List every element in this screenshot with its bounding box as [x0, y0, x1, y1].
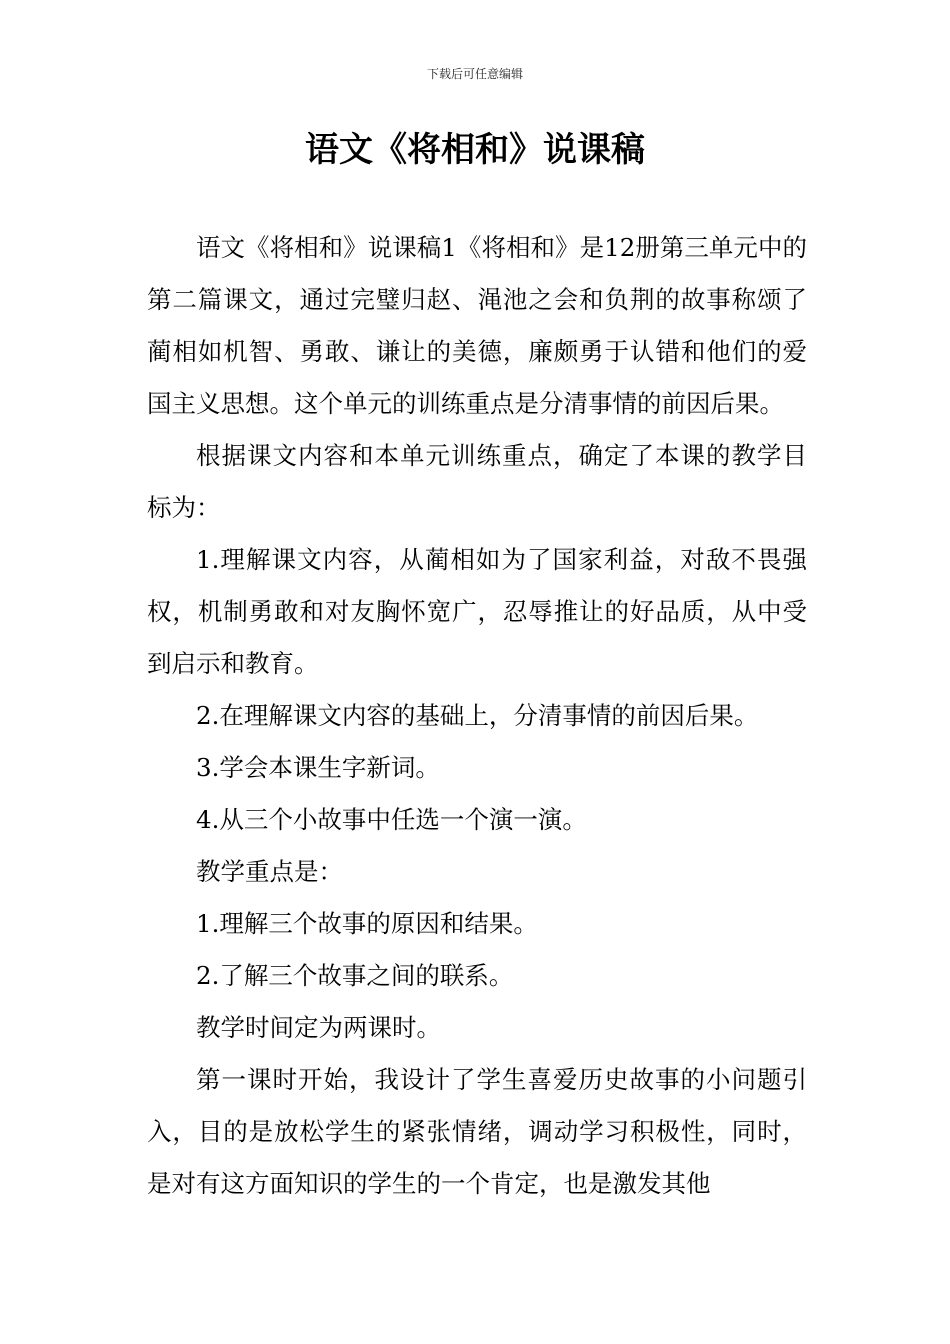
paragraph-focus-1: 1.理解三个故事的原因和结果。: [196, 909, 538, 938]
paragraph-goal-3: 3.学会本课生字新词。: [196, 753, 440, 782]
paragraph-goals-lead: 根据课文内容和本单元训练重点，确定了本课的教学目标为：: [147, 441, 807, 522]
paragraph-first-lesson: 第一课时开始，我设计了学生喜爱历史故事的小问题引入，目的是放松学生的紧张情绪，调动学习积极性，同时，是对有这方面知识的学生的一个肯定，也是激发其他: [147, 1065, 807, 1198]
paragraph-goal-2: 2.在理解课文内容的基础上，分清事情的前因后果。: [196, 701, 759, 730]
paragraph-focus-2: 2.了解三个故事之间的联系。: [196, 961, 514, 990]
paragraph-focus-lead: 教学重点是：: [196, 857, 343, 886]
document-body: [147, 222, 807, 1210]
paragraph-time: 教学时间定为两课时。: [196, 1013, 441, 1042]
document-title: 语文《将相和》说课稿: [305, 130, 645, 170]
paragraph-goal-1: 1.理解课文内容，从蔺相如为了国家利益，对敌不畏强权，机制勇敢和对友胸怀宽广，忍辱推让的好品质，从中受到启示和教育。: [147, 545, 807, 678]
header-note: 下载后可任意编辑: [426, 67, 523, 81]
paragraph-intro: 语文《将相和》说课稿1《将相和》是12册第三单元中的第二篇课文，通过完璧归赵、渑池之会和负荆的故事称颂了蔺相如机智、勇敢、谦让的美德，廉颇勇于认错和他们的爱国主义思想。这个单元的训练重点是分清事情的前因后果。: [147, 233, 807, 418]
paragraph-goal-4: 4.从三个小故事中任选一个演一演。: [196, 805, 587, 834]
